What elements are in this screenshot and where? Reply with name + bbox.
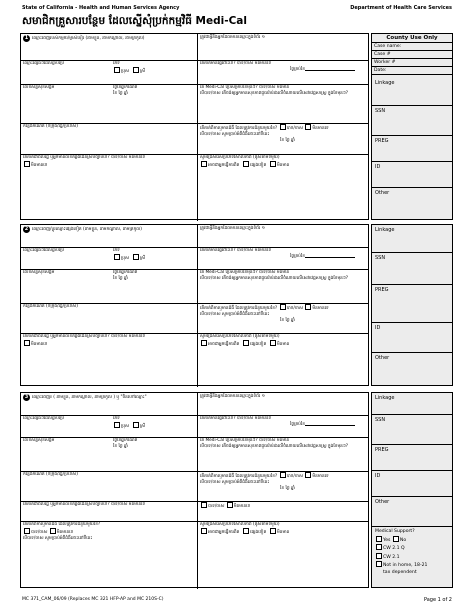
- page-number: Page 1 of 2: [423, 597, 452, 603]
- other-names-label: ឈ្មោះផ្សេងៗ​ដែលធ្លាប់ប្រើ: [23, 61, 65, 66]
- male-checkbox[interactable]: [114, 67, 120, 73]
- relationship-label: ត្រូវជាអ្វីនឹងអ្នកដែលមានឈ្មោះក្នុងទំព័រ ១: [200, 35, 265, 40]
- medical-support: Medical Support? Yes No CW 2.1 Q CW 2.1 Not in home, 18-21 tax dependent: [375, 529, 428, 575]
- form-id: MC 371_CAM_06/09 (Replaces MC 321 HFP-AP and MC 210S-C): [22, 597, 164, 602]
- member-section-2: 2 ឈ្មោះពេញ/ប្តូរឈ្មោះផ្សេងទៀត (នាមខ្លួន, នាមកណ្តាល, នាមត្រកូល) ត្រូវជាអ្វីនឹងអ្នកដែលមានឈ្មោះក្នុងទំព័រ ១ ឈ្មោះផ្សេងៗ​ដែលធ្លាប់ប្រើ ភេទ ប្រុស ស្រី តើគាត់មានផ្ទៃពោះទេ? បាទ/ចាស មិនមានទេ ថ្ងៃគ្រប់ខែ លេខសន្តិសុខសង្គម ថ្ងៃខែឆ្នាំកំណើត ខែ ថ្ងៃ ឆ្នាំ តើ Medi-Cal ប្រើសម្រាប់ខែមុនៗ? បាទ/ចាស មិនមាន បើបាទ/ចាស តើចង់ឲ្យអ្នកមានសុខភាពជួយរ៉ាប់រងលើចំណាយលើសេវាវេជ្ជសាស្ត្រ ក្នុងខែមុនៗ? កន្លែងកំណើត (ទីក្រុង/រដ្ឋ/ប្រទេស) តើគាត់ពិការឬមានជំងឺ ដែលត្រូវការជំនួយមួយខែ? បាទ/ចាស មិនមានទេ បើបាទ/ចាស សូមប្រាប់អំពីជំងឺនោះនៅទីនេះ ខែ ថ្ងៃ ឆ្នាំ តើគាត់ជាពលរដ្ឋ ឬអ្នកមានលិខិតឆ្លងដែនស្របច្បាប់ទេ? បាទ/ចាស មិនមានទេ មិនមានទេ សូមជ្រើសរើសប្រភេទវិសាលភាព (គូសតាមទីមួយ) អាចជាអ្នកធ្វើការពិត ផ្សេងទៀត មិនមាន: [20, 224, 369, 386]
- county-use-panel-2: Linkage SSN PREG ID Other: [371, 224, 453, 386]
- county-use-panel-3: Linkage SSN PREG ID Other Medical Support? Yes No CW 2.1 Q CW 2.1 Not in home, 18-21 tax dependent: [371, 392, 453, 588]
- member-section-1: 1 ឈ្មោះពេញរបស់កម្មករ/ម្ចាស់បៀរ (នាមខ្លួន, នាមកណ្តាល, នាមត្រកូល) ត្រូវជាអ្វីនឹងអ្នកដែលមានឈ្មោះក្នុងទំព័រ ១ ឈ្មោះផ្សេងៗ​ដែលធ្លាប់ប្រើ ភេទ ប្រុស ស្រី តើគាត់មានផ្ទៃពោះទេ? បាទ/ចាស មិនមានទេ ថ្ងៃគ្រប់ខែ លេខសន្តិសុខសង្គម ថ្ងៃខែឆ្នាំកំណើត ខែ ថ្ងៃ ឆ្នាំ តើ Medi-Cal ប្រើសម្រាប់ខែមុនៗ? បាទ/ចាស មិនមាន បើបាទ/ចាស តើចង់ឲ្យអ្នកមានសុខភាពជួយរ៉ាប់រងលើចំណាយលើសេវាវេជ្ជសាស្ត្រ ក្នុងខែមុនៗ? កន្លែងកំណើត (ទីក្រុង/រដ្ឋ/ប្រទេស) តើគាត់ពិការឬមានជំងឺ ដែលត្រូវការជំនួយមួយខែ? បាទ/ចាស មិនមានទេ បើបាទ/ចាស សូមប្រាប់អំពីជំងឺនោះនៅទីនេះ ខែ ថ្ងៃ ឆ្នាំ តើគាត់ជាពលរដ្ឋ ឬអ្នកមានលិខិតឆ្លងដែនស្របច្បាប់ទេ? បាទ/ចាស មិនមានទេ មិនមានទេ សូមជ្រើសរើសប្រភេទវិសាលភាព (គូសតាមទីមួយ) អាចជាអ្នកធ្វើការពិត ផ្សេងទៀត មិនមាន: [20, 33, 369, 220]
- agency-name: State of California - Health and Human Services Agency: [22, 5, 180, 11]
- department-name: Department of Health Care Services: [350, 5, 452, 11]
- page-title: សមាជិកគ្រួសារបន្ថែម ដែលស្នើសុំប្រក់កម្មវិធី Medi-Cal: [22, 15, 247, 27]
- member-section-3: 3 ឈ្មោះពេញ៖ ( នាមខ្លួន, នាមកណ្តាល, នាមត្រកូល ) ឬ "ចិនហៅឈ្មោះ" ត្រូវជាអ្វីនឹងអ្នកដែលមានឈ្មោះក្នុងទំព័រ ១ ឈ្មោះផ្សេងៗ​ដែលធ្លាប់ប្រើ ភេទ ប្រុស ស្រី តើគាត់មានផ្ទៃពោះទេ? បាទ/ចាស មិនមានទេ ថ្ងៃគ្រប់ខែ លេខសន្តិសុខសង្គម ថ្ងៃខែឆ្នាំកំណើត ខែ ថ្ងៃ ឆ្នាំ តើ Medi-Cal ប្រើសម្រាប់ខែមុនៗ? បាទ/ចាស មិនមាន បើបាទ/ចាស តើចង់ឲ្យអ្នកមានសុខភាពជួយរ៉ាប់រងលើចំណាយលើសេវាវេជ្ជសាស្ត្រ ក្នុងខែមុនៗ? កន្លែងកំណើត (ទីក្រុង/រដ្ឋ/ប្រទេស) តើគាត់ពិការឬមានជំងឺ ដែលត្រូវការជំនួយមួយខែ? បាទ/ចាស មិនមានទេ បើបាទ/ចាស សូមប្រាប់អំពីជំងឺនោះនៅទីនេះ ខែ ថ្ងៃ ឆ្នាំ តើគាត់ជាពលរដ្ឋ ឬអ្នកមានលិខិតឆ្លងដែនស្របច្បាប់ទេ? បាទ/ចាស មិនមានទេ បាទ/ចាស មិនមានទេ តើគាត់ពិការឬមានជំងឺ ដែលត្រូវការជំនួយមួយខែ? បាទ/ចាស មិនមានទេ បើបាទ/ចាស សូមប្រាប់អំពីជំងឺនោះនៅទីនេះ សូមជ្រើសរើសប្រភេទវិសាលភាព (គូសតាមទីមួយ) អាចជាអ្នកធ្វើការពិត ផ្សេងទៀត មិនមាន: [20, 392, 369, 588]
- section-number: 1: [24, 35, 29, 41]
- county-use-panel-1: County Use Only Case name: Case # Worker # Date: Linkage SSN PREG ID Other: [371, 33, 453, 220]
- female-checkbox[interactable]: [133, 67, 139, 73]
- name-label: ឈ្មោះពេញរបស់កម្មករ/ម្ចាស់បៀរ (នាមខ្លួន, នាមកណ្តាល, នាមត្រកូល): [32, 36, 145, 41]
